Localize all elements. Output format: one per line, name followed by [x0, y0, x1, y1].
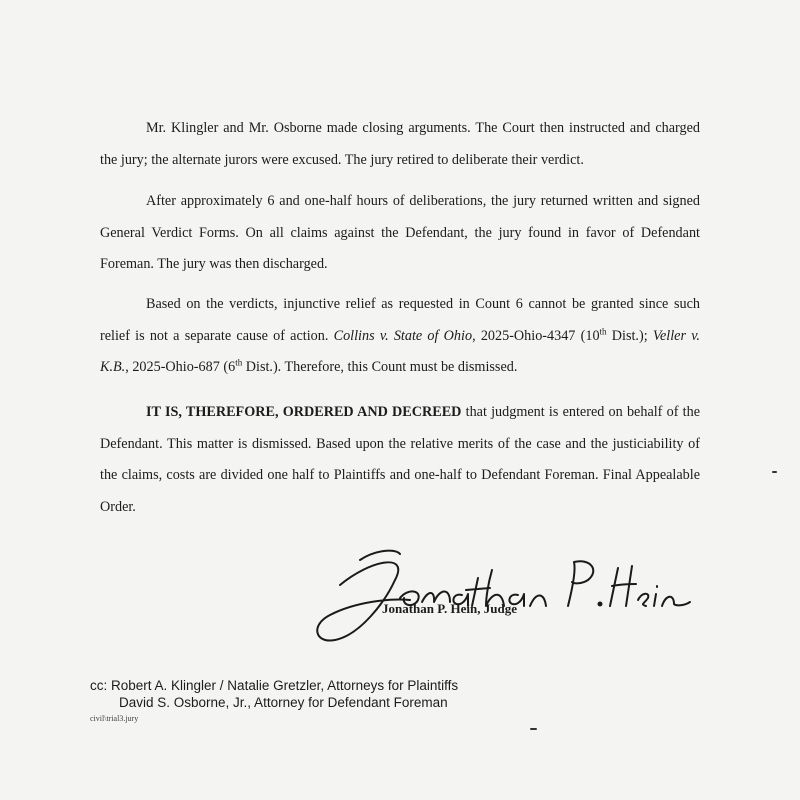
scan-speck — [530, 728, 537, 730]
paragraph-closing-arguments: Mr. Klingler and Mr. Osborne made closing arguments. The Court then instructed and charged the jury; the alternate jurors were excused. The jury retired to deliberate their verdict. — [100, 120, 700, 168]
handwritten-signature — [300, 540, 700, 660]
cc-line-defendant: David S. Osborne, Jr., Attorney for Defendant Foreman — [119, 695, 448, 710]
file-reference: civil\trial3.jury — [90, 714, 139, 723]
cc-line-plaintiffs: cc: Robert A. Klingler / Natalie Gretzler, Attorneys for Plaintiffs — [90, 678, 459, 693]
cc-block — [90, 677, 458, 711]
signature-name-line: Jonathan P. Hein, Judge — [382, 601, 517, 616]
scan-speck — [772, 471, 777, 473]
paragraph-verdict: After approximately 6 and one-half hours of deliberations, the jury returned written and signed General Verdict Forms. On all claims against the Defendant, the jury found in favor of Defendant Foreman. The jury was then discharged. — [100, 193, 700, 272]
paragraph-injunctive-relief: Based on the verdicts, injunctive relief as requested in Count 6 cannot be granted since such relief is not a separate cause of action. Collins v. State of Ohio, 2025-Ohio-4347 (10th Dist.); Veller v. K.B., 2025-Ohio-687 (6th Dist.). Therefore, this Count must be dismissed. — [100, 296, 700, 375]
order-heading: IT IS, THEREFORE, ORDERED AND DECREED — [146, 404, 462, 420]
paragraph-order: IT IS, THEREFORE, ORDERED AND DECREED that judgment is entered on behalf of the Defendant. This matter is dismissed. Based upon the relative merits of the case and the justiciability of the claims, costs are divided one half to Plaintiffs and one-half to Defendant Foreman. Final Appealable Order. — [100, 404, 700, 515]
case-citation-veller: Veller v. K.B. — [100, 327, 700, 375]
case-citation-collins: Collins v. State of Ohio — [333, 327, 473, 344]
